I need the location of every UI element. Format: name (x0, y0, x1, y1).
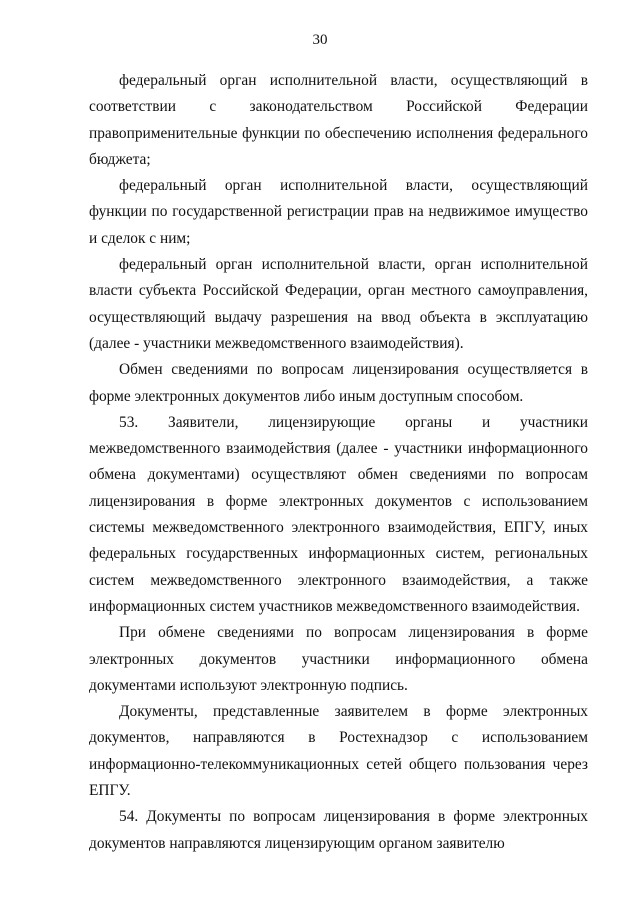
page-number: 30 (312, 32, 328, 48)
paragraph-1: федеральный орган исполнительной власти, осуществляющий в соответствии с законодательством Российской Федерации правоприменительные функции по обеспечению исполнения федерального бюджета; (89, 72, 588, 168)
paragraph-5: 53. Заявители, лицензирующие органы и участники межведомственного взаимодействия (далее - участники информационного обмена документами) осуществляют обмен сведениями по вопросам лицензирования в форме электронных документов с использованием системы межведомственного электронного взаимодействия, ЕПГУ, иных федеральных государственных информационных систем, региональных систем межведомственного электронного взаимодействия, а также информационных систем участников межведомственного взаимодействия. (89, 413, 588, 615)
paragraph-3: федеральный орган исполнительной власти, орган исполнительной власти субъекта Российской Федерации, орган местного самоуправления, осуществляющий выдачу разрешения на ввод объекта в эксплуатацию (далее - участники межведомственного взаимодействия). (89, 256, 588, 352)
paragraph-8: 54. Документы по вопросам лицензирования в форме электронных документов направляются лицензирующим органом заявителю (89, 808, 588, 852)
paragraph-6: При обмене сведениями по вопросам лицензирования в форме электронных документов участники информационного обмена документами используют электронную подпись. (89, 624, 588, 694)
paragraph-7: Документы, представленные заявителем в форме электронных документов, направляются в Ростехнадзор с использованием информационно-телекоммуникационных сетей общего пользования через ЕПГУ. (89, 703, 588, 800)
paragraph-2: федеральный орган исполнительной власти, осуществляющий функции по государственной регистрации прав на недвижимое имущество и сделок с ним; (89, 177, 588, 247)
paragraph-4: Обмен сведениями по вопросам лицензирования осуществляется в форме электронных документов либо иным доступным способом. (89, 361, 588, 405)
document-body (89, 68, 588, 857)
